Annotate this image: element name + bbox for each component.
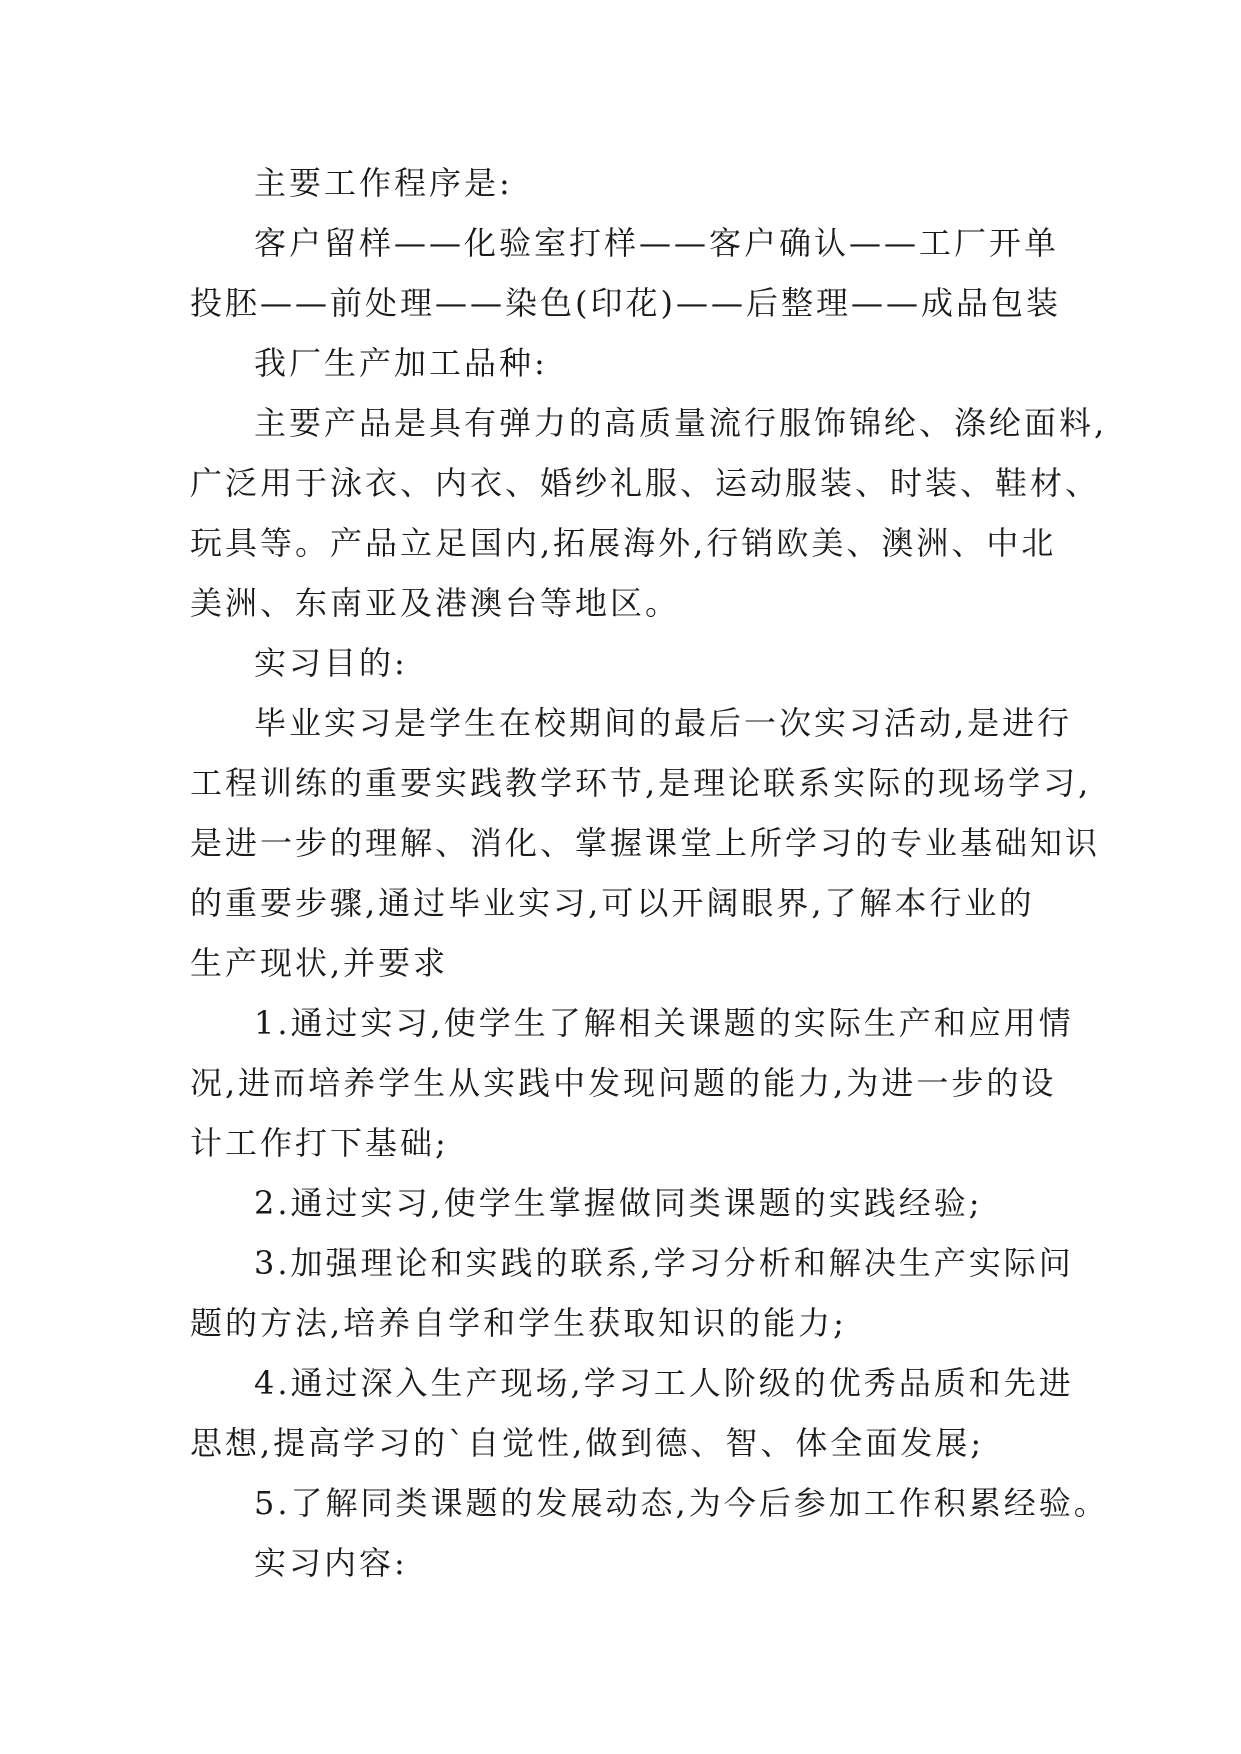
list-item: 5.了解同类课题的发展动态,为今后参加工作积累经验。 <box>254 1484 1109 1522</box>
text-line: 玩具等。产品立足国内,拓展海外,行销欧美、澳洲、中北 <box>190 524 1057 562</box>
list-item: 3.加强理论和实践的联系,学习分析和解决生产实际问 <box>254 1244 1074 1282</box>
text-line: 毕业实习是学生在校期间的最后一次实习活动,是进行 <box>254 704 1073 742</box>
text-line: 计工作打下基础; <box>190 1124 449 1162</box>
list-item: 4.通过深入生产现场,学习工人阶级的优秀品质和先进 <box>254 1364 1074 1402</box>
list-item: 1.通过实习,使学生了解相关课题的实际生产和应用情 <box>254 1004 1074 1042</box>
document-body <box>190 153 1109 1593</box>
section-heading: 实习目的: <box>254 644 408 682</box>
text-line: 客户留样——化验室打样——客户确认——工厂开单 <box>254 224 1060 262</box>
text-line: 工程训练的重要实践教学环节,是理论联系实际的现场学习, <box>190 764 1092 802</box>
text-line: 主要工作程序是: <box>254 164 513 202</box>
text-line: 是进一步的理解、消化、掌握课堂上所学习的专业基础知识 <box>190 824 1101 862</box>
section-heading: 实习内容: <box>254 1544 408 1582</box>
text-line: 生产现状,并要求 <box>190 944 449 982</box>
text-line: 美洲、东南亚及港澳台等地区。 <box>190 584 681 622</box>
section-heading: 我厂生产加工品种: <box>254 344 548 382</box>
text-line: 主要产品是具有弹力的高质量流行服饰锦纶、涤纶面料, <box>254 404 1108 442</box>
text-line: 的重要步骤,通过毕业实习,可以开阔眼界,了解本行业的 <box>190 884 1035 922</box>
list-item: 2.通过实习,使学生掌握做同类课题的实践经验; <box>254 1184 983 1222</box>
text-line: 广泛用于泳衣、内衣、婚纱礼服、运动服装、时装、鞋材、 <box>190 464 1101 502</box>
text-line: 题的方法,培养自学和学生获取知识的能力; <box>190 1304 847 1342</box>
text-line: 投胚——前处理——染色(印花)——后整理——成品包装 <box>190 284 1061 322</box>
text-line: 况,进而培养学生从实践中发现问题的能力,为进一步的设 <box>190 1064 1057 1102</box>
text-line: 思想,提高学习的`自觉性,做到德、智、体全面发展; <box>190 1424 985 1462</box>
